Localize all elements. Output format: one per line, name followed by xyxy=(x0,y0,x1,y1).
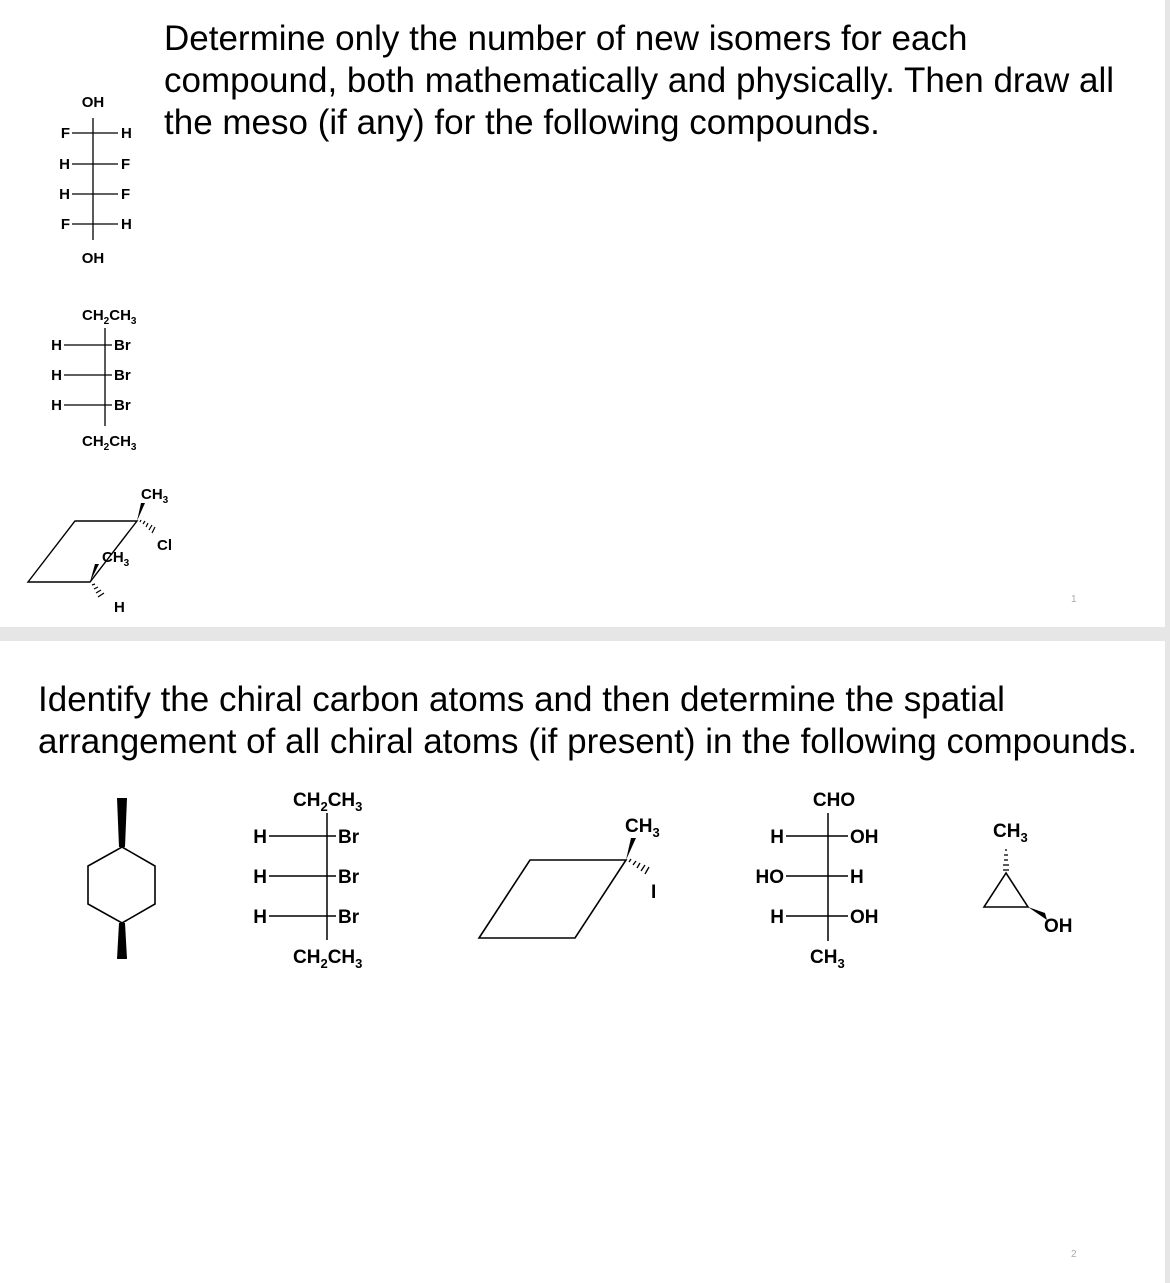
cyclobutane-chloro-label: Cl xyxy=(157,537,172,554)
cyclopropane-methyl: $CH_3$ xyxy=(993,821,1028,845)
sugar-left-1: H xyxy=(770,827,784,848)
wedge-bond-methyl-2 xyxy=(626,838,636,860)
tribromo-large-left-2: H xyxy=(253,867,267,888)
difluoro-left-4: F xyxy=(60,216,70,233)
cyclopropane-methyl-hydroxy xyxy=(984,821,1073,937)
cyclobutane-2-methyl: $CH_3$ xyxy=(625,816,660,840)
page-1 xyxy=(0,0,1165,627)
difluoro-top-label: OH xyxy=(81,94,105,111)
question-1-line-2: compound, both mathematically and physically. Then draw all xyxy=(164,61,1115,100)
page-1-structures xyxy=(0,0,1165,627)
tribromo-large-left-3: H xyxy=(253,907,267,928)
tribromo-large-bottom: $CH_2CH_3$ xyxy=(293,947,363,971)
tribromo-large-top: $CH_2CH_3$ xyxy=(293,790,363,814)
wedge-bond-down xyxy=(117,923,127,959)
sugar-right-1: OH xyxy=(850,827,879,848)
hash-bond-iodo xyxy=(629,859,649,874)
sugar-left-2: HO xyxy=(755,867,784,888)
page-number-2: 2 xyxy=(1071,1249,1077,1260)
sugar-right-3: OH xyxy=(850,907,879,928)
wedge-bond-up xyxy=(117,798,127,847)
tribromo-small-left-2: H xyxy=(51,367,62,384)
tribromo-large-left-1: H xyxy=(253,827,267,848)
sugar-top-label: CHO xyxy=(812,790,856,811)
tribromo-small-right-1: Br xyxy=(114,337,131,354)
cyclobutane-lower-methyl: $CH_3$ xyxy=(102,549,130,569)
sugar-bottom-label: $CH_3$ xyxy=(810,947,845,971)
sugar-left-3: H xyxy=(770,907,784,928)
question-1-line-1: Determine only the number of new isomers for each xyxy=(164,19,968,58)
cyclobutane-top-methyl: $CH_3$ xyxy=(141,486,169,506)
cyclohexane-disubstituted xyxy=(88,798,155,959)
tribromo-small-left-3: H xyxy=(51,397,62,414)
difluoro-left-1: F xyxy=(60,125,70,142)
wedge-bond-methyl xyxy=(137,503,145,521)
tribromo-small-right-3: Br xyxy=(114,397,131,414)
tribromo-large-right-3: Br xyxy=(338,907,360,928)
difluoro-right-2: F xyxy=(121,156,131,173)
cyclobutane-hydrogen-label: H xyxy=(114,599,125,616)
fischer-tribromo-small xyxy=(51,307,137,453)
tribromo-small-bottom: $CH_2CH_3$ xyxy=(82,433,137,453)
cyclobutane-methyl-iodo xyxy=(479,816,660,938)
hash-bond-hydrogen xyxy=(92,584,104,597)
page-2-structures xyxy=(0,641,1165,1283)
cyclopropane-hydroxyl: OH xyxy=(1044,916,1073,937)
page-number-1: 1 xyxy=(1071,594,1077,605)
fischer-tribromo-large xyxy=(253,790,362,971)
difluoro-right-4: H xyxy=(121,216,132,233)
tribromo-large-right-1: Br xyxy=(338,827,360,848)
fischer-difluoro-diol xyxy=(59,94,132,267)
difluoro-bottom-label: OH xyxy=(81,250,105,267)
hash-bond-methyl-3 xyxy=(1003,850,1009,870)
difluoro-right-3: F xyxy=(121,186,131,203)
difluoro-left-2: H xyxy=(59,156,70,173)
question-1-line-3: the meso (if any) for the following compounds. xyxy=(164,103,880,142)
cyclobutane-methyl-chloro xyxy=(28,486,172,616)
tribromo-small-right-2: Br xyxy=(114,367,131,384)
difluoro-right-1: H xyxy=(121,125,132,142)
tribromo-small-left-1: H xyxy=(51,337,62,354)
fischer-sugar xyxy=(756,790,879,971)
tribromo-large-right-2: Br xyxy=(338,867,360,888)
question-2-line-2: arrangement of all chiral atoms (if present) in the following compounds. xyxy=(38,722,1138,761)
question-2-line-1: Identify the chiral carbon atoms and then determine the spatial xyxy=(38,680,1005,719)
hash-bond-chloro xyxy=(140,520,155,533)
tribromo-small-top: $CH_2CH_3$ xyxy=(82,307,137,327)
sugar-right-2: H xyxy=(850,867,864,888)
cyclobutane-2-iodo: I xyxy=(651,882,657,903)
difluoro-left-3: H xyxy=(59,186,70,203)
page-2 xyxy=(0,641,1165,1283)
